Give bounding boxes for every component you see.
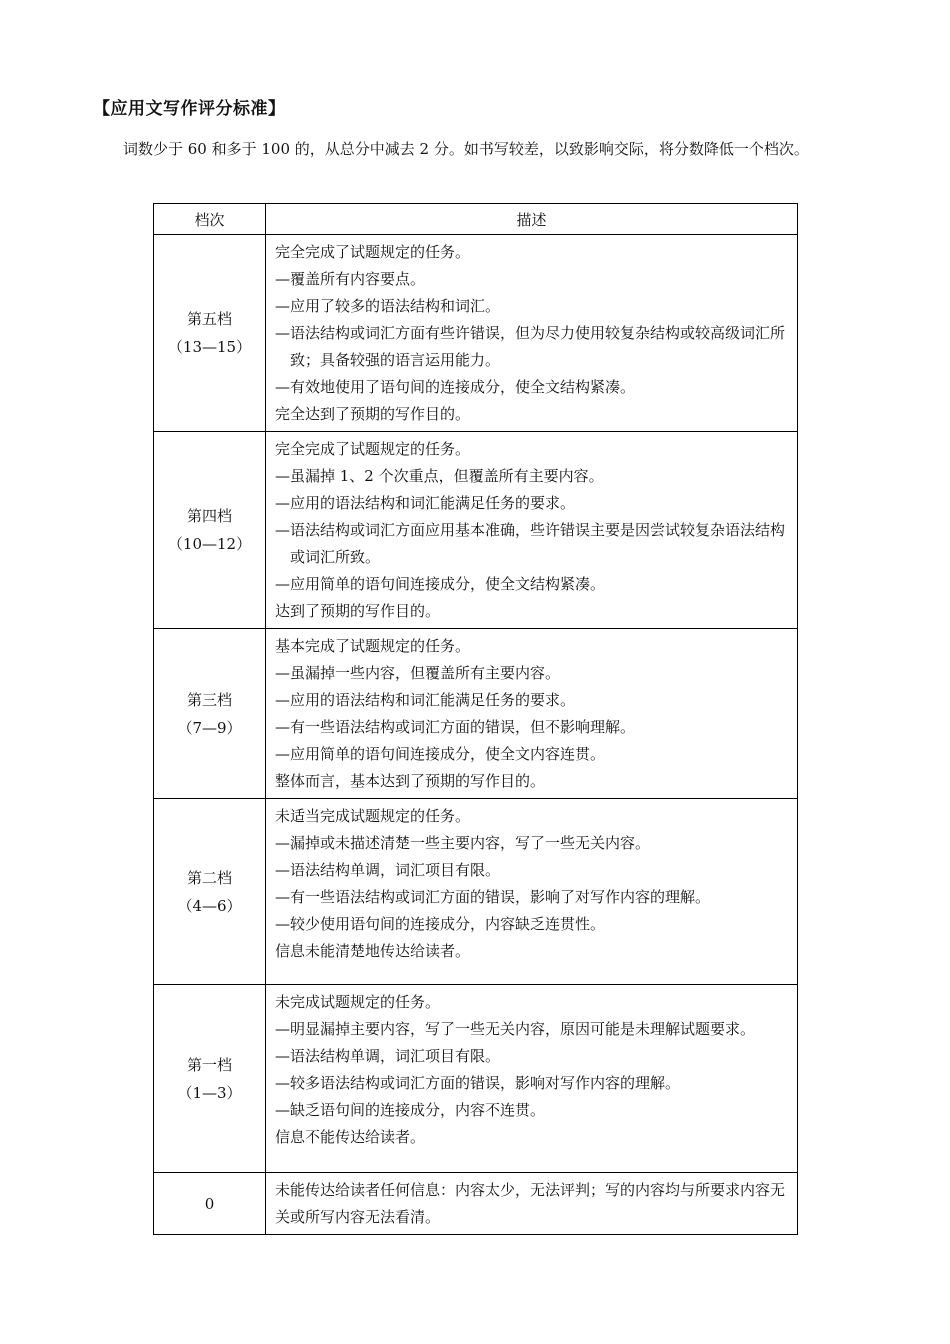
level-cell xyxy=(154,1173,266,1235)
description-line: —明显漏掉主要内容，写了一些无关内容，原因可能是未理解试题要求。 xyxy=(275,1020,756,1038)
description-line: 整体而言，基本达到了预期的写作目的。 xyxy=(275,772,546,790)
description-line: —应用的语法结构和词汇能满足任务的要求。 xyxy=(275,494,576,512)
description-line: 信息未能清楚地传达给读者。 xyxy=(275,942,471,960)
description-line: 完全达到了预期的写作目的。 xyxy=(275,405,471,423)
description-line: —覆盖所有内容要点。 xyxy=(275,270,426,288)
level-range: （13—15） xyxy=(167,338,252,356)
level-name: 第五档 xyxy=(186,310,232,328)
description-line: —较少使用语句间的连接成分，内容缺乏连贯性。 xyxy=(275,915,606,933)
level-name: 第三档 xyxy=(186,690,232,709)
description-line: —较多语法结构或词汇方面的错误，影响对写作内容的理解。 xyxy=(275,1074,681,1092)
intro-paragraph: 词数少于 60 和多于 100 的，从总分中减去 2 分。如书写较差，以致影响交际，将分数降低一个档次。 xyxy=(123,140,809,158)
header-level: 档次 xyxy=(154,204,266,235)
description-line: 完全完成了试题规定的任务。 xyxy=(275,440,471,458)
description-line: —有一些语法结构或词汇方面的错误，影响了对写作内容的理解。 xyxy=(275,888,711,906)
level-name: 第一档 xyxy=(186,1055,232,1074)
table-row xyxy=(154,985,798,1173)
description-cell xyxy=(266,1173,798,1235)
description-cell xyxy=(266,235,798,432)
description-line: —应用的语法结构和词汇能满足任务的要求。 xyxy=(275,691,576,709)
header-description: 描述 xyxy=(266,204,798,235)
level-range: （10—12） xyxy=(167,535,252,553)
description-line: 基本完成了试题规定的任务。 xyxy=(275,637,471,655)
description-cell xyxy=(266,799,798,985)
level-range: （4—6） xyxy=(177,896,242,915)
level-name: 第四档 xyxy=(186,507,232,525)
description-line: —语法结构或词汇方面有些许错误，但为尽力使用较复杂结构或较高级词汇所致；具备较强的语言运用能力。 xyxy=(275,324,786,369)
table-row xyxy=(154,432,798,629)
rubric-table xyxy=(153,203,798,1235)
description-line: 未能传达给读者任何信息：内容太少，无法评判；写的内容均与所要求内容无关或所写内容无法看清。 xyxy=(275,1181,786,1226)
level-cell xyxy=(154,799,266,985)
table-header-row xyxy=(154,204,798,235)
description-line: —语法结构或词汇方面应用基本准确，些许错误主要是因尝试较复杂语法结构或词汇所致。 xyxy=(275,521,786,566)
description-line: 信息不能传达给读者。 xyxy=(275,1128,426,1146)
level-cell xyxy=(154,432,266,629)
level-cell xyxy=(154,235,266,432)
table-row xyxy=(154,1173,798,1235)
description-line: —语法结构单调，词汇项目有限。 xyxy=(275,861,501,879)
description-line: —虽漏掉一些内容，但覆盖所有主要内容。 xyxy=(275,664,561,682)
description-line: 未完成试题规定的任务。 xyxy=(275,993,441,1011)
description-cell xyxy=(266,432,798,629)
description-line: —应用简单的语句间连接成分，使全文结构紧凑。 xyxy=(275,575,606,593)
level-range: （7—9） xyxy=(177,718,242,737)
description-line: —语法结构单调，词汇项目有限。 xyxy=(275,1047,501,1065)
level-range: （1—3） xyxy=(177,1083,242,1102)
description-line: —漏掉或未描述清楚一些主要内容，写了一些无关内容。 xyxy=(275,834,651,852)
table-row xyxy=(154,629,798,799)
description-line: 完全完成了试题规定的任务。 xyxy=(275,243,471,261)
description-line: —有一些语法结构或词汇方面的错误，但不影响理解。 xyxy=(275,718,636,736)
page-title: 【应用文写作评分标准】 xyxy=(93,99,286,119)
level-cell xyxy=(154,629,266,799)
description-line: —缺乏语句间的连接成分，内容不连贯。 xyxy=(275,1101,546,1119)
level-name: 0 xyxy=(204,1194,215,1213)
description-cell xyxy=(266,629,798,799)
description-line: —应用简单的语句间连接成分，使全文内容连贯。 xyxy=(275,745,606,763)
table-row xyxy=(154,235,798,432)
description-line: —虽漏掉 1、2 个次重点，但覆盖所有主要内容。 xyxy=(275,467,604,485)
level-cell xyxy=(154,985,266,1173)
description-cell xyxy=(266,985,798,1173)
description-line: 未适当完成试题规定的任务。 xyxy=(275,807,471,825)
table-row xyxy=(154,799,798,985)
description-line: 达到了预期的写作目的。 xyxy=(275,602,441,620)
description-line: —应用了较多的语法结构和词汇。 xyxy=(275,297,501,315)
level-name: 第二档 xyxy=(186,868,232,887)
description-line: —有效地使用了语句间的连接成分，使全文结构紧凑。 xyxy=(275,378,636,396)
